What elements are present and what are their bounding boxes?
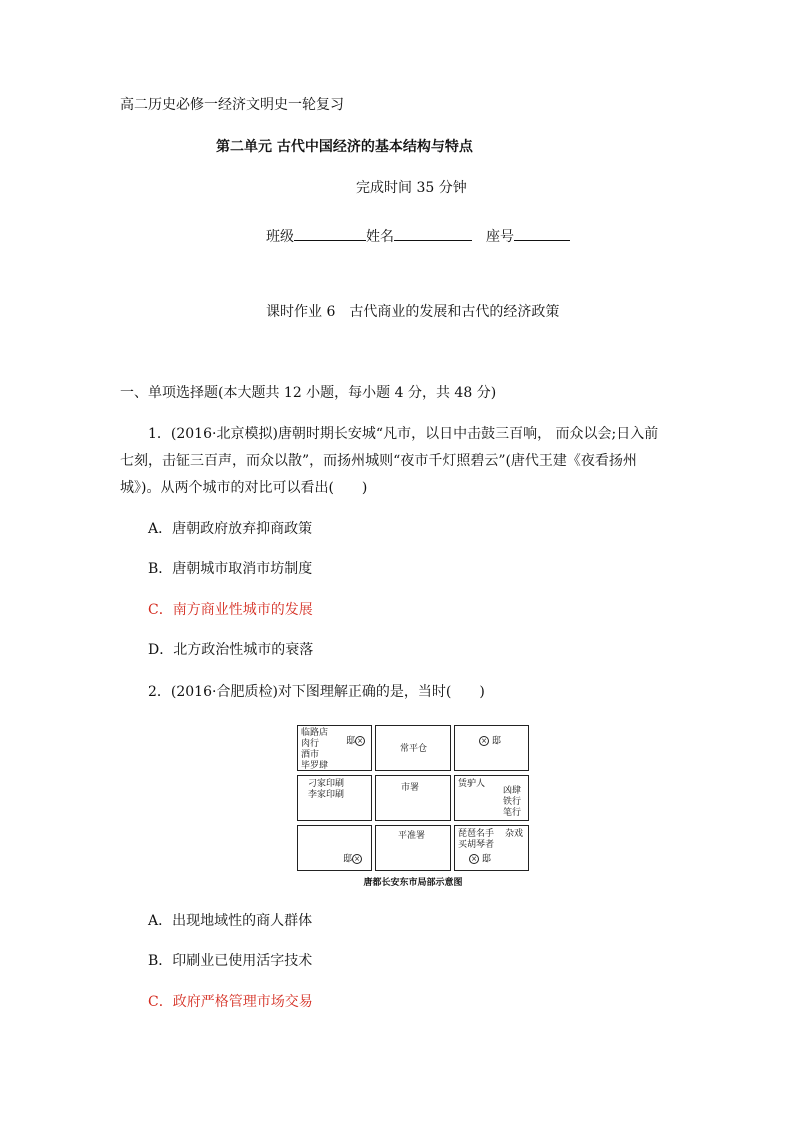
diagram-cell-3 — [454, 725, 529, 771]
q1-stem-line3: 城》)。从两个城市的对比可以看出( ) — [120, 480, 368, 496]
cell-label: 市署 — [401, 783, 420, 793]
diagram-cell-6 — [454, 775, 529, 821]
diagram-cell-2 — [375, 725, 451, 771]
name-label: 姓名 — [366, 229, 394, 245]
q2-option-c-answer[interactable]: C．政府严格管理市场交易 — [148, 994, 313, 1010]
cell-label: 刁家印刷 李家印刷 — [308, 779, 345, 800]
diagram-cell-5 — [375, 775, 451, 821]
circled-x-icon: × — [469, 854, 479, 864]
course-title: 高二历史必修一经济文明史一轮复习 — [120, 97, 344, 113]
lesson-title: 课时作业 6 古代商业的发展和古代的经济政策 — [266, 304, 560, 320]
q2-option-b[interactable]: B．印刷业已使用活字技术 — [148, 953, 313, 969]
diagram-cell-9 — [454, 825, 529, 871]
east-market-diagram — [297, 725, 529, 891]
cell-label: 常平仓 — [400, 744, 428, 754]
q2-stem: 2．(2016·合肥质检)对下图理解正确的是，当时( ) — [148, 684, 485, 700]
circled-x-icon: × — [352, 854, 362, 864]
class-field[interactable] — [294, 226, 366, 241]
unit-title: 第二单元 古代中国经济的基本结构与特点 — [216, 139, 473, 155]
cell-label: 赁驴人 — [458, 779, 486, 789]
q2-option-a[interactable]: A．出现地域性的商人群体 — [148, 913, 313, 929]
seat-label: 座号 — [486, 229, 514, 245]
cell-label: 琵琶名手 买胡琴者 — [458, 829, 495, 850]
q1-option-c-answer[interactable]: C．南方商业性城市的发展 — [148, 602, 313, 618]
circled-x-icon: × — [355, 736, 365, 746]
q1-option-b[interactable]: B．唐朝城市取消市坊制度 — [148, 561, 313, 577]
section-heading: 一、单项选择题(本大题共 12 小题，每小题 4 分，共 48 分) — [120, 385, 497, 401]
circled-x-icon: × — [479, 736, 489, 746]
diagram-cell-1 — [297, 725, 372, 771]
post-marker: 邸 × — [346, 736, 365, 748]
time-limit: 完成时间 35 分钟 — [356, 180, 467, 196]
q1-option-d[interactable]: D．北方政治性城市的衰落 — [148, 642, 314, 658]
diagram-caption: 唐都长安东市局部示意图 — [363, 878, 463, 888]
student-info-row — [266, 226, 570, 247]
cell-label: 临路店 肉行 酒市 毕罗肆 — [301, 728, 329, 771]
cell-extra-label: 杂戏 — [505, 829, 524, 839]
post-marker: × 邸 — [479, 736, 501, 748]
q1-option-a[interactable]: A．唐朝政府放弃抑商政策 — [148, 521, 313, 537]
diagram-cell-8 — [375, 825, 451, 871]
name-field[interactable] — [394, 226, 472, 241]
class-label: 班级 — [266, 229, 294, 245]
post-marker: × 邸 — [469, 854, 491, 866]
diagram-cell-4 — [297, 775, 372, 821]
post-marker: 邸 × — [343, 854, 362, 866]
cell-extra-label: 凶肆 铁行 笔行 — [503, 786, 522, 818]
cell-label: 平准署 — [398, 831, 426, 841]
diagram-cell-7 — [297, 825, 372, 871]
q1-stem-line1: 1．(2016·北京模拟)唐朝时期长安城“凡市，以日中击鼓三百响， 而众以会;日入前 — [148, 426, 659, 442]
q1-stem-line2: 七刻，击钲三百声，而众以散”，而扬州城则“夜市千灯照碧云”(唐代王建《夜看扬州 — [120, 453, 637, 469]
seat-field[interactable] — [514, 226, 570, 241]
